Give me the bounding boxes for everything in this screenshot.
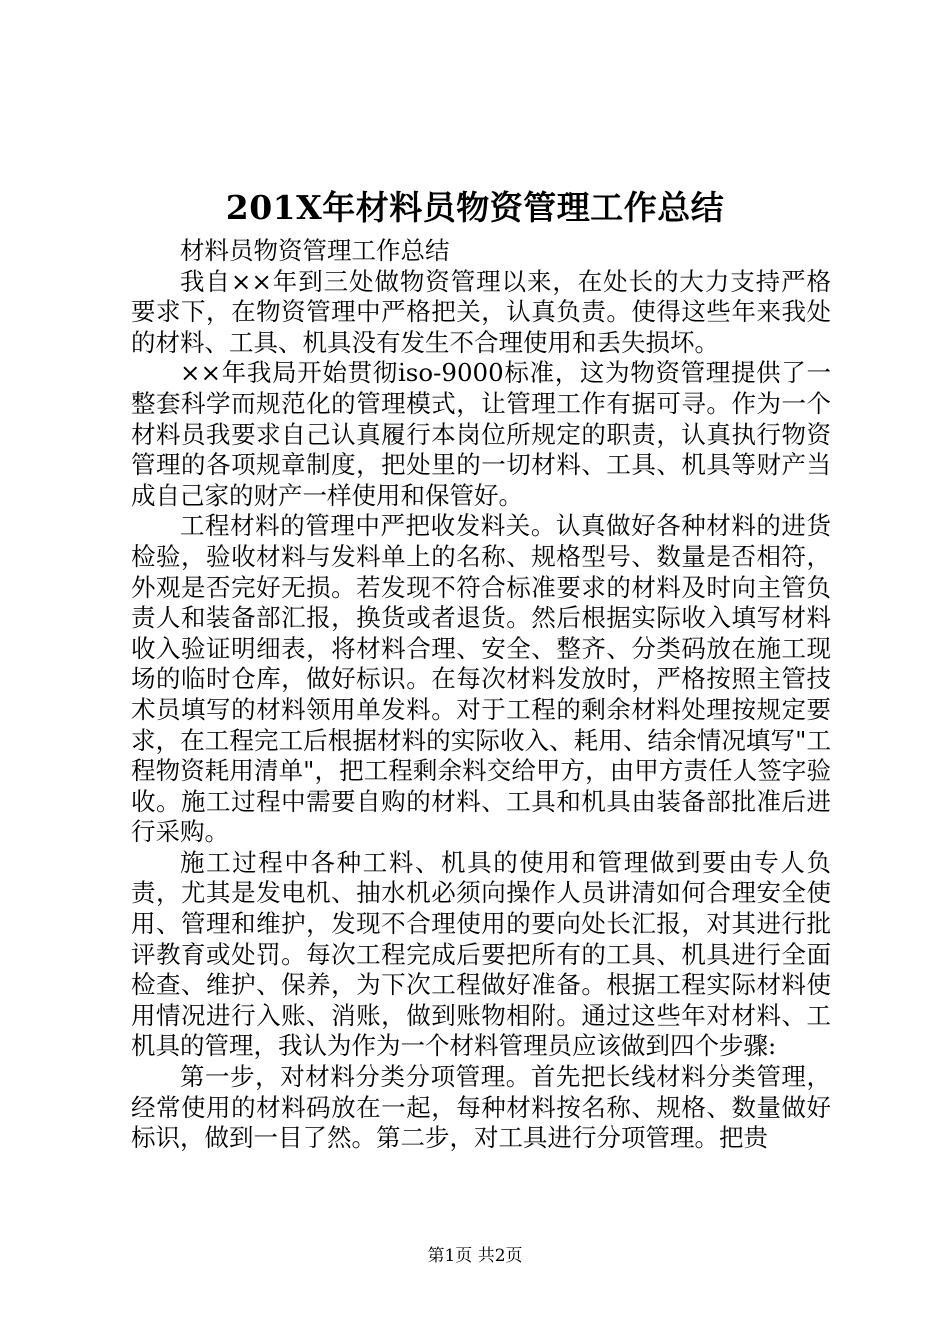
document-title: 201X年材料员物资管理工作总结 [225, 188, 725, 227]
paragraph: 施工过程中各种工料、机具的使用和管理做到要由专人负责，尤其是发电机、抽水机必须向操作人员讲清如何合理安全使用、管理和维护，发现不合理使用的要向处长汇报，对其进行批评教育或处罚。每次工程完成后要把所有的工具、机具进行全面检查、维护、保养，为下次工程做好准备。根据工程实际材料使用情况进行入账、消账，做到账物相附。通过这些年对材料、工机具的管理，我认为作为一个材料管理员应该做到四个步骤: [131, 847, 831, 1061]
paragraph: 工程材料的管理中严把收发料关。认真做好各种材料的进货检验，验收材料与发料单上的名称、规格型号、数量是否相符，外观是否完好无损。若发现不符合标准要求的材料及时向主管负责人和装备部汇报，换货或者退货。然后根据实际收入填写材料收入验证明细表，将材料合理、安全、整齐、分类码放在施工现场的临时仓库，做好标识。在每次材料发放时，严格按照主管技术员填写的材料领用单发料。对于工程的剩余材料处理按规定要求，在工程完工后根据材料的实际收入、耗用、结余情况填写"工程物资耗用清单"，把工程剩余料交给甲方，由甲方责任人签字验收。施工过程中需要自购的材料、工具和机具由装备部批准后进行采购。 [131, 511, 831, 847]
paragraph: 第一步，对材料分类分项管理。首先把长线材料分类管理，经常使用的材料码放在一起，每种材料按名称、规格、数量做好标识，做到一目了然。第二步，对工具进行分项管理。把贵 [131, 1062, 831, 1153]
document-body [131, 236, 831, 1154]
page-footer: 第1页 共2页 [427, 1246, 523, 1266]
paragraph: 我自××年到三处做物资管理以来，在处长的大力支持严格要求下，在物资管理中严格把关，认真负责。使得这些年来我处的材料、工具、机具没有发生不合理使用和丢失损坏。 [131, 266, 831, 357]
paragraph: ××年我局开始贯彻iso-9000标准，这为物资管理提供了一整套科学而规范化的管理模式，让管理工作有据可寻。作为一个材料员我要求自己认真履行本岗位所规定的职责，认真执行物资管理的各项规章制度，把处里的一切材料、工具、机具等财产当成自己家的财产一样使用和保管好。 [131, 358, 831, 510]
paragraph-subtitle: 材料员物资管理工作总结 [180, 236, 450, 265]
